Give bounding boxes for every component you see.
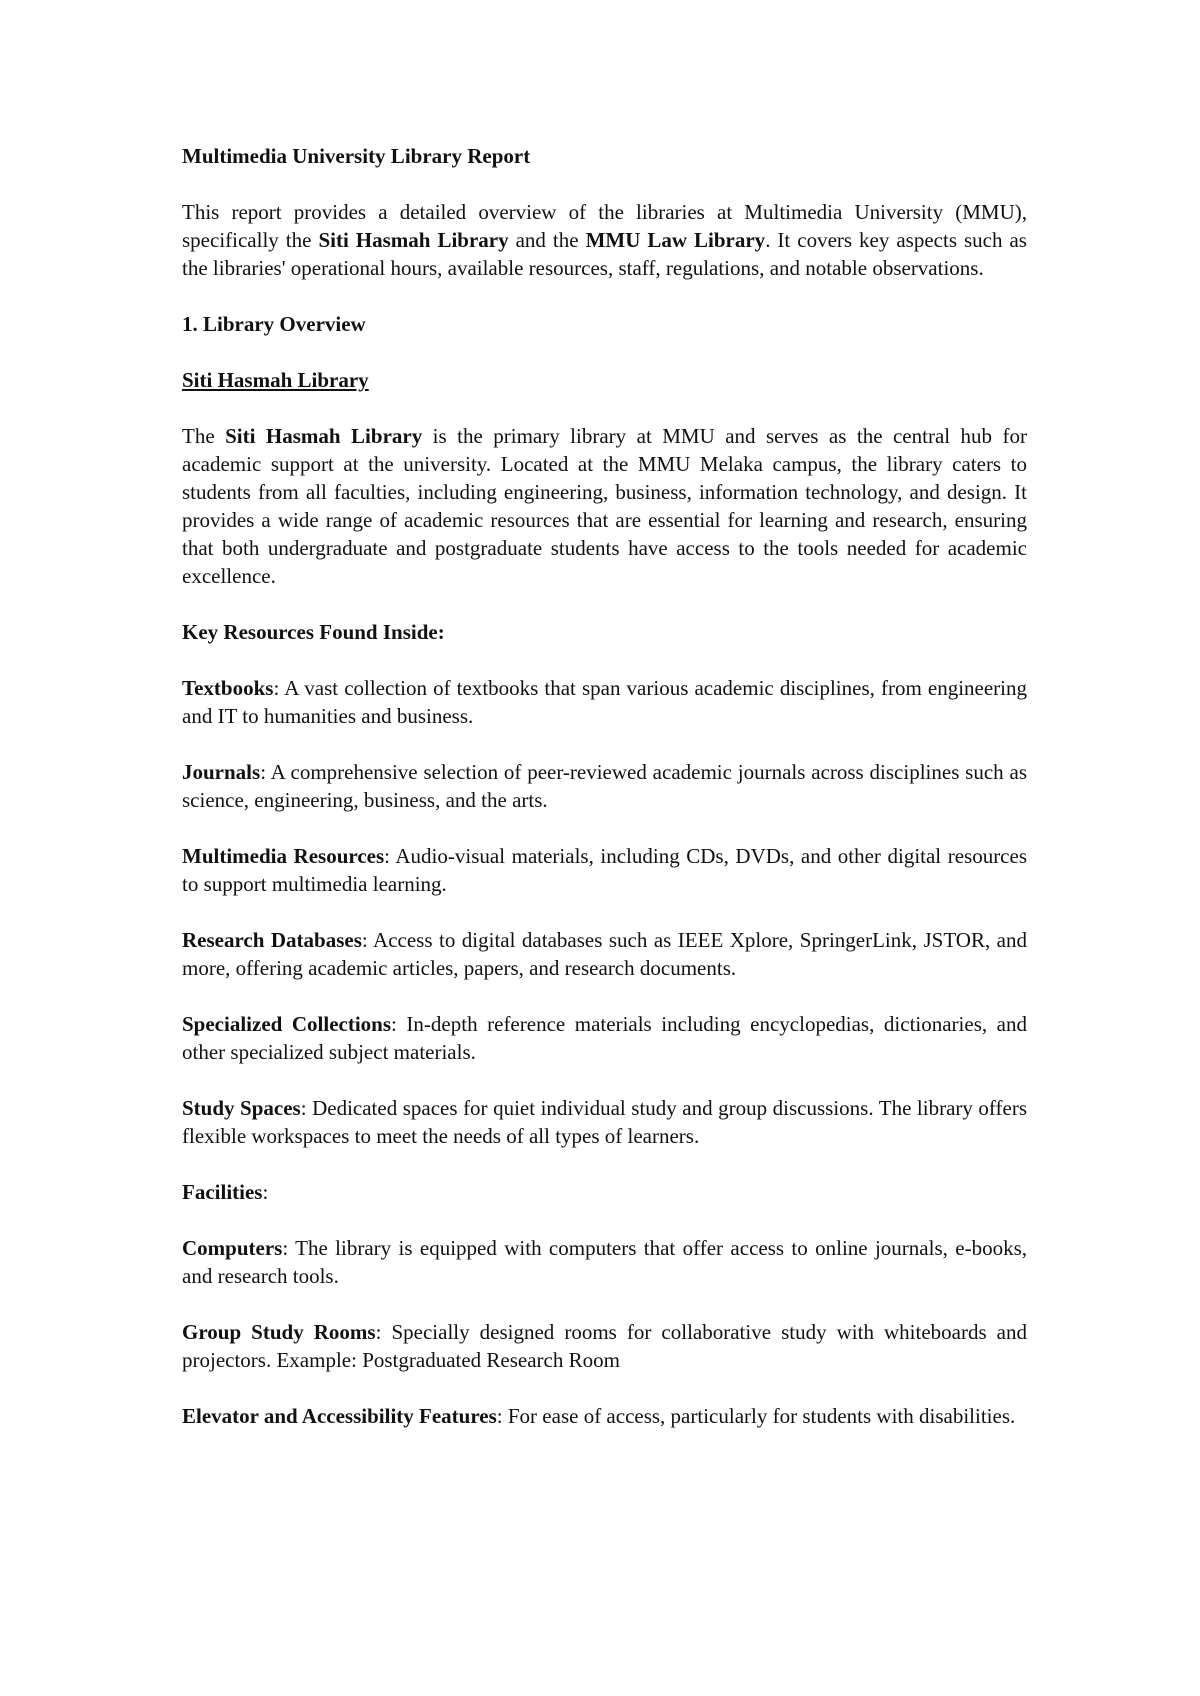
intro-text-2: and the <box>508 228 586 252</box>
facilities-heading-colon: : <box>262 1180 269 1204</box>
facility-label: Computers <box>182 1236 283 1260</box>
facility-label: Elevator and Accessibility Features <box>182 1404 497 1428</box>
facility-item <box>182 1402 1027 1430</box>
resource-text: : In-depth reference materials including encyclopedias, dictionaries, and other specialized subject materials. <box>182 1012 1027 1064</box>
facility-item <box>182 1234 1027 1290</box>
section-heading-overview: 1. Library Overview <box>182 312 366 336</box>
resource-text: : A vast collection of textbooks that span various academic disciplines, from engineering and IT to humanities and business. <box>182 676 1027 728</box>
intro-text-1: This report provides a detailed overview of the libraries at Multimedia University (MMU), specifically the <box>182 200 1027 252</box>
resource-text: : Access to digital databases such as IEEE Xplore, SpringerLink, JSTOR, and more, offering academic articles, papers, and research documents. <box>182 928 1027 980</box>
facilities-heading-label: Facilities <box>182 1180 263 1204</box>
resource-label: Journals <box>182 760 261 784</box>
resource-item <box>182 1010 1027 1066</box>
resource-label: Multimedia Resources <box>182 844 385 868</box>
resource-text: : A comprehensive selection of peer-reviewed academic journals across disciplines such as science, engineering, business, and the arts. <box>182 760 1027 812</box>
resource-label: Research Databases <box>182 928 362 952</box>
facility-text: : For ease of access, particularly for students with disabilities. <box>496 1404 1016 1428</box>
resource-label: Specialized Collections <box>182 1012 392 1036</box>
subheading-siti-hasmah: Siti Hasmah Library <box>182 368 369 392</box>
siti-text-1: The <box>182 424 226 448</box>
resource-item <box>182 674 1027 730</box>
intro-bold-law: MMU Law Library <box>585 228 766 252</box>
resource-item <box>182 758 1027 814</box>
facility-text: : The library is equipped with computers that offer access to online journals, e-books, and research tools. <box>182 1236 1027 1288</box>
facility-label: Group Study Rooms <box>182 1320 376 1344</box>
facility-item <box>182 1318 1027 1374</box>
resources-heading: Key Resources Found Inside: <box>182 620 445 644</box>
document-page <box>182 142 1027 1458</box>
resource-label: Textbooks <box>182 676 274 700</box>
resource-label: Study Spaces <box>182 1096 301 1120</box>
intro-text-3: . It covers key aspects such as the libraries' operational hours, available resources, staff, regulations, and notable observations. <box>182 228 1027 280</box>
resource-item <box>182 842 1027 898</box>
siti-text-2: is the primary library at MMU and serves as the central hub for academic support at the university. Located at the MMU Melaka campus, the library caters to students from all faculties, including engineering, business, information technology, and design. It provides a wide range of academic resources that are essential for learning and research, ensuring that both undergraduate and postgraduate students have access to the tools needed for academic excellence. <box>182 424 1027 588</box>
resource-item <box>182 926 1027 982</box>
siti-bold-name: Siti Hasmah Library <box>225 424 423 448</box>
siti-paragraph <box>182 422 1027 590</box>
resource-text: : Dedicated spaces for quiet individual study and group discussions. The library offers flexible workspaces to meet the needs of all types of learners. <box>182 1096 1028 1148</box>
resource-text: : Audio-visual materials, including CDs, DVDs, and other digital resources to support multimedia learning. <box>182 844 1027 896</box>
resource-item <box>182 1094 1027 1150</box>
intro-bold-siti: Siti Hasmah Library <box>318 228 509 252</box>
facility-text: : Specially designed rooms for collaborative study with whiteboards and projectors. Example: Postgraduated Research Room <box>182 1320 1027 1372</box>
facilities-heading <box>182 1178 1027 1206</box>
report-title: Multimedia University Library Report <box>182 144 531 168</box>
intro-paragraph <box>182 198 1027 282</box>
